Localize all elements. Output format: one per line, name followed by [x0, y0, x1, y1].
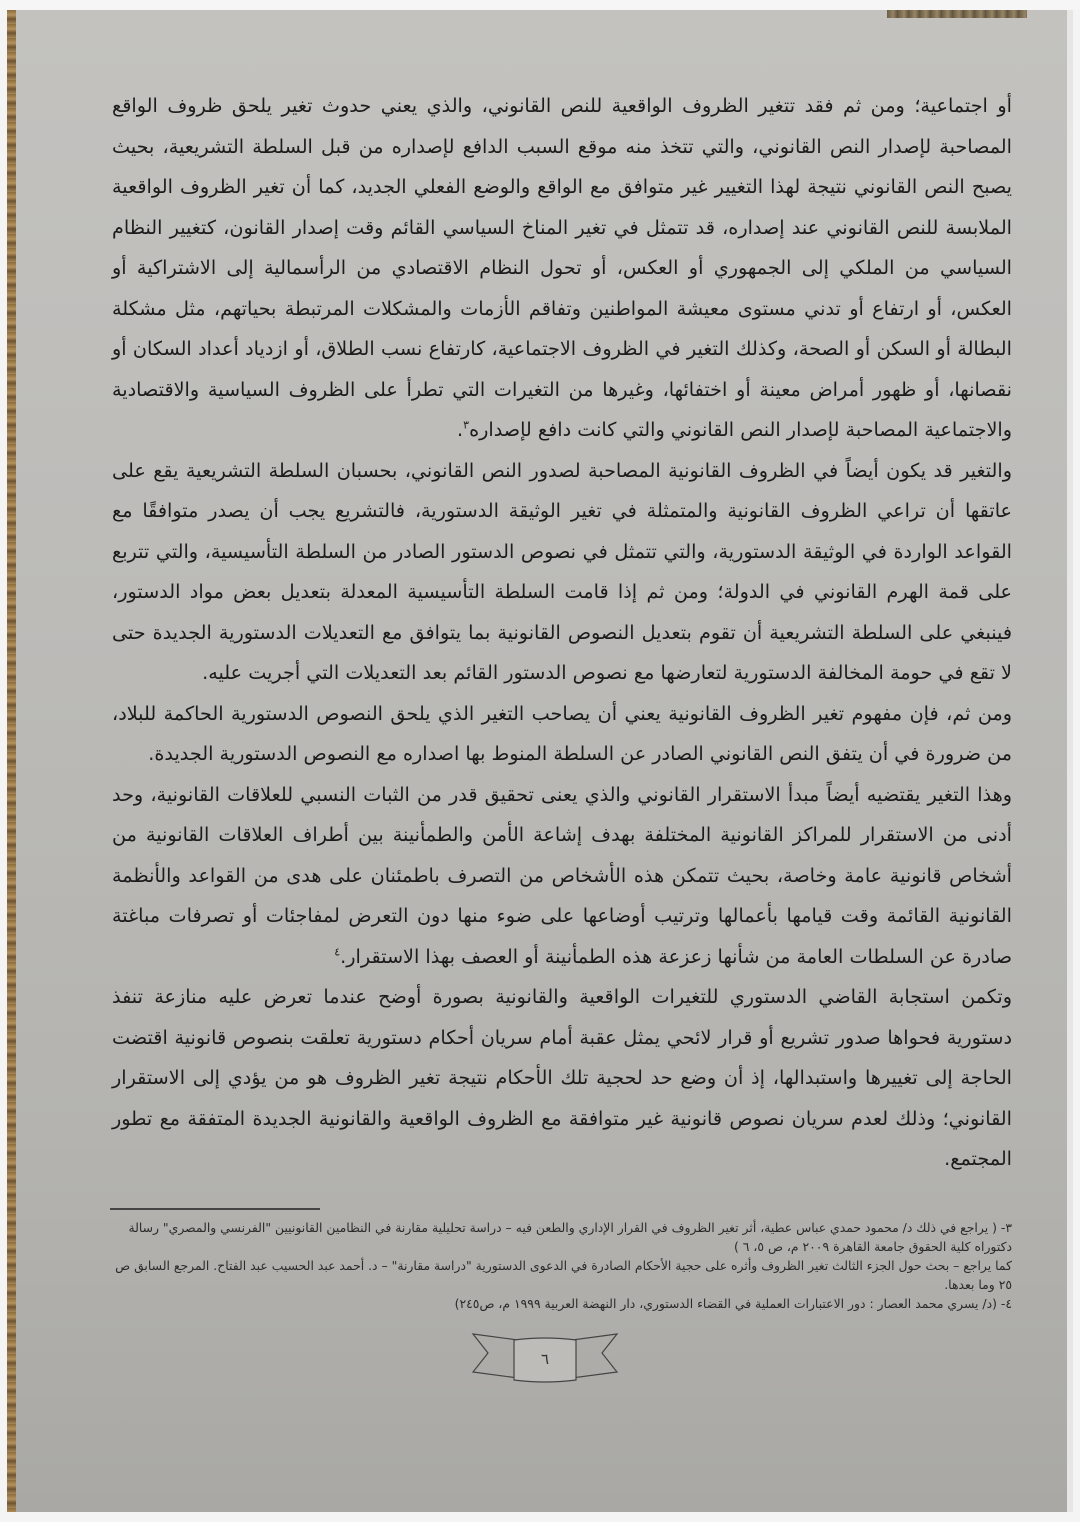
- paragraph-1: أو اجتماعية؛ ومن ثم فقد تتغير الظروف الواقعية للنص القانوني، والذي يعني حدوث تغير يلحق ظروف الواقع المصاحبة لإصدار النص القانوني، والتي تتخذ منه موقع السبب الدافع لإصداره من قبل السلطة التشريعية، بحيث يصبح النص القانوني نتيجة لهذا التغيير غير متوافق مع الواقع والوضع الفعلي الجديد، كما أن تغير الظروف الواقعية الملابسة للنص القانوني عند إصداره، قد تتمثل في تغير المناخ السياسي القائم وقت إصدار القانون، كتغيير النظام السياسي من الملكي إلى الجمهوري أو العكس، أو تحول النظام الاقتصادي من الرأسمالية إلى الاشتراكية أو العكس، أو ارتفاع أو تدني مستوى معيشة المواطنين وتفاقم الأزمات والمشكلات المرتبطة بحياتهم، مثل مشكلة البطالة أو السكن أو الصحة، وكذلك التغير في الظروف الاجتماعية، كارتفاع نسب الطلاق، أو ازدياد أعداد السكان أو نقصانها، أو ظهور أمراض معينة أو اختفائها، وغيرها من التغيرات التي تطرأ على الظروف السياسية والاقتصادية والاجتماعية المصاحبة لإصدار النص القانوني والتي كانت دافع لإصداره$^٣$.: [112, 94, 1012, 441]
- paragraph-4-text: وهذا التغير يقتضيه أيضاً مبدأ الاستقرار القانوني والذي يعنى تحقيق قدر من الثبات النسبي للعلاقات القانونية، وحد أدنى من الاستقرار للمراكز القانونية المختلفة بهدف إشاعة الأمن والطمأنينة بين أطراف العلاقات القانونية من أشخاص قانونية عامة وخاصة، بحيث تتمكن هذه الأشخاص من التصرف باطمئنان على هدى من القواعد والأنظمة القانونية القائمة وقت قيامها بأعمالها وترتيب أوضاعها على ضوء منها دون التعرض لمفاجئات أو تصرفات مباغتة صادرة عن السلطات العامة من شأنها زعزعة هذه الطمأنينة أو العصف بهذا الاستقرار: [112, 782, 1012, 968]
- paragraph-2: والتغير قد يكون أيضاً في الظروف القانونية المصاحبة لصدور النص القانوني، بحسبان السلطة التشريعية يقع على عاتقها أن تراعي الظروف القانونية والمتمثلة في تغير الوثيقة الدستورية، فالتشريع يجب أن يصدر متوافقًا مع القواعد الواردة في الوثيقة الدستورية، والتي تتمثل في نصوص الدستور الصادر من السلطة التأسيسية، والتي تتربع على قمة الهرم القانوني في الدولة؛ ومن ثم إذا قامت السلطة التأسيسية المعدلة بتعديل بعض مواد الدستور، فينبغي على السلطة التشريعية أن تقوم بتعديل النصوص القانونية بما يتوافق مع التعديلات الدستورية الجديدة حتى لا تقع في حومة المخالفة الدستورية لتعارضها مع نصوص الدستور القائم بعد التعديلات التي أجريت عليه.: [112, 458, 1012, 684]
- page-number: ٦: [540, 1350, 550, 1368]
- binding-edge-top: [887, 10, 1027, 18]
- footnote-4: ٤- (د/ يسري محمد العصار : دور الاعتبارات العملية في القضاء الدستوري، دار النهضة العربية ١٩٩٩ م، ص٢٤٥): [454, 1296, 1012, 1311]
- footnote-3-continued: كما يراجع – بحث حول الجزء الثالث تغير الظروف وأثره على حجية الأحكام الصادرة في الدعوى الدستورية "دراسة مقارنة" – د. أحمد عبد الحسيب عبد الفتاح. المرجع السابق ص ٢٥ وما بعدها.: [115, 1258, 1012, 1292]
- top-margin-strip: [0, 0, 1080, 10]
- paragraph-3: ومن ثم، فإن مفهوم تغير الظروف القانونية يعني أن يصاحب التغير الذي يلحق النصوص الدستورية الحاكمة للبلاد، من ضرورة في أن يتفق النص القانوني الصادر عن السلطة المنوط بها اصداره مع النصوص الدستورية الجديدة.: [112, 701, 1012, 765]
- footnote-separator: [110, 1208, 320, 1210]
- paragraph-5: وتكمن استجابة القاضي الدستوري للتغيرات الواقعية والقانونية بصورة أوضح عندما تعرض عليه منازعة تنفذ دستورية فحواها صدور تشريع أو قرار لائحي يمثل عقبة أمام سريان أحكام دستورية تعلقت بنصوص قانونية اقتضت الحاجة إلى تغييرها واستبدالها، إذ أن وضع حد لحجية تلك الأحكام نتيجة تغير الظروف هو من يؤدي إلى الاستقرار القانوني؛ وذلك لعدم سريان نصوص قانونية غير متوافقة مع الظروف الواقعية والقانونية الجديدة المتفقة مع تطور المجتمع.: [112, 985, 1012, 1170]
- footnotes: [112, 1218, 1012, 1313]
- body-text: [112, 86, 1012, 1180]
- paragraph-1-text: أو اجتماعية؛ ومن ثم فقد تتغير الظروف الواقعية للنص القانوني، والذي يعني حدوث تغير يلحق ظروف الواقع المصاحبة لإصدار النص القانوني، والتي تتخذ منه موقع السبب الدافع لإصداره من قبل السلطة التشريعية، بحيث يصبح النص القانوني نتيجة لهذا التغيير غير متوافق مع الواقع والوضع الفعلي الجديد، كما أن تغير الظروف الواقعية الملابسة للنص القانوني عند إصداره، قد تتمثل في تغير المناخ السياسي القائم وقت إصدار القانون، كتغيير النظام السياسي من الملكي إلى الجمهوري أو العكس، أو تحول النظام الاقتصادي من الرأسمالية إلى الاشتراكية أو العكس، أو ارتفاع أو تدني مستوى معيشة المواطنين وتفاقم الأزمات والمشكلات المرتبطة بحياتهم، مثل مشكلة البطالة أو السكن أو الصحة، وكذلك التغير في الظروف الاجتماعية، كارتفاع نسب الطلاق، أو ازدياد أعداد السكان أو نقصانها، أو ظهور أمراض معينة أو اختفائها، وغيرها من التغيرات التي تطرأ على الظروف السياسية والاقتصادية والاجتماعية المصاحبة لإصدار النص القانوني والتي كانت دافع لإصداره: [112, 94, 1012, 441]
- page-right-edge: [1067, 10, 1073, 1512]
- footnote-3: ٣- ( يراجع في ذلك د/ محمود حمدي عباس عطية، أثر تغير الظروف في القرار الإداري والطعن فيه – دراسة تحليلية مقارنة في النظامين القانونيين "الفرنسي والمصري" رسالة دكتوراه كلية الحقوق جامعة القاهرة ٢٠٠٩ م، ص ٥، ٦ ): [128, 1220, 1012, 1254]
- paragraph-4: وهذا التغير يقتضيه أيضاً مبدأ الاستقرار القانوني والذي يعنى تحقيق قدر من الثبات النسبي للعلاقات القانونية، وحد أدنى من الاستقرار للمراكز القانونية المختلفة بهدف إشاعة الأمن والطمأنينة بين أطراف العلاقات القانونية من أشخاص قانونية عامة وخاصة، بحيث تتمكن هذه الأشخاص من التصرف باطمئنان على هدى من القواعد والأنظمة القانونية القائمة وقت قيامها بأعمالها وترتيب أوضاعها على ضوء منها دون التعرض لمفاجئات أو تصرفات مباغتة صادرة عن السلطات العامة من شأنها زعزعة هذه الطمأنينة أو العصف بهذا الاستقرار.$^٤$: [112, 782, 1012, 968]
- footnote-ref-3[interactable]: ٣: [463, 418, 470, 432]
- binding-edge-left: [7, 10, 16, 1512]
- footnote-ref-4[interactable]: ٤: [334, 945, 341, 959]
